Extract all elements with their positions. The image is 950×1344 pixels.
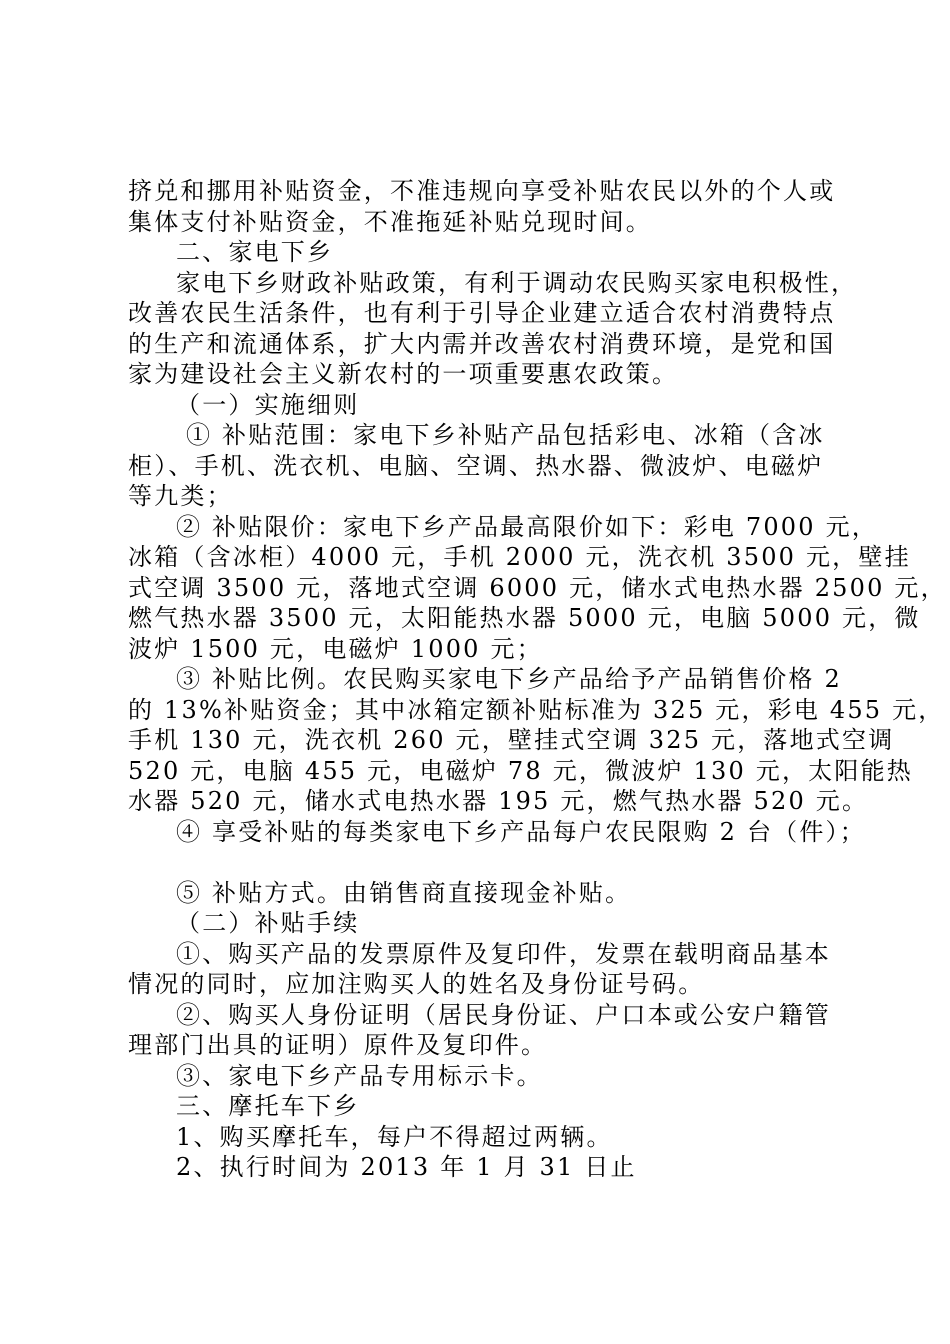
paragraph-line: 家电下乡财政补贴政策，有利于调动农民购买家电积极性，	[176, 268, 858, 297]
paragraph-line: 520 元，电脑 455 元，电磁炉 78 元，微波炉 130 元，太阳能热	[128, 756, 913, 785]
paragraph-line: ④ 享受补贴的每类家电下乡产品每户农民限购 2 台（件）；	[176, 817, 866, 846]
paragraph-line: 式空调 3500 元，落地式空调 6000 元，储水式电热水器 2500 元，	[128, 573, 947, 602]
paragraph-line: ③、家电下乡产品专用标示卡。	[176, 1061, 543, 1090]
paragraph-line: 理部门出具的证明）原件及复印件。	[128, 1031, 548, 1059]
paragraph-line: 情况的同时，应加注购买人的姓名及身份证号码。	[128, 970, 705, 998]
section-heading: 三、摩托车下乡	[176, 1092, 360, 1120]
paragraph-line: 1、购买摩托车，每户不得超过两辆。	[176, 1122, 613, 1151]
paragraph-line: 波炉 1500 元，电磁炉 1000 元；	[128, 634, 543, 663]
paragraph-line: 等九类；	[128, 482, 233, 510]
paragraph-line: ②、购买人身份证明（居民身份证、户口本或公安户籍管	[176, 1000, 831, 1029]
paragraph-line: 的 13%补贴资金；其中冰箱定额补贴标准为 325 元，彩电 455 元，	[128, 695, 945, 724]
subsection-heading: （一）实施细则	[176, 390, 360, 419]
paragraph-line: 改善农民生活条件，也有利于引导企业建立适合农村消费特点	[128, 299, 836, 327]
paragraph-line: 家为建设社会主义新农村的一项重要惠农政策。	[128, 360, 679, 388]
paragraph-line: 挤兑和挪用补贴资金，不准违规向享受补贴农民以外的个人或	[128, 177, 836, 205]
paragraph-line: 燃气热水器 3500 元，太阳能热水器 5000 元，电脑 5000 元，微	[128, 604, 921, 632]
blank-line	[128, 847, 833, 878]
paragraph-line: ③ 补贴比例。农民购买家电下乡产品给予产品销售价格 2	[176, 665, 842, 693]
paragraph-line: ①、购买产品的发票原件及复印件，发票在载明商品基本	[176, 939, 831, 968]
paragraph-line: 水器 520 元，储水式电热水器 195 元，燃气热水器 520 元。	[128, 787, 869, 815]
paragraph-line: ⑤ 补贴方式。由销售商直接现金补贴。	[176, 878, 632, 907]
subsection-heading: （二）补贴手续	[176, 909, 360, 937]
paragraph-line: 手机 130 元，洗衣机 260 元，壁挂式空调 325 元，落地式空调	[128, 726, 895, 754]
paragraph-line: ① 补贴范围：家电下乡补贴产品包括彩电、冰箱（含冰	[186, 421, 825, 449]
paragraph-line: 2、执行时间为 2013 年 1 月 31 日止	[176, 1153, 637, 1181]
paragraph-line: 柜）、手机、洗衣机、电脑、空调、热水器、微波炉、电磁炉	[128, 451, 824, 480]
document-body	[128, 176, 947, 1183]
paragraph-line: 集体支付补贴资金，不准拖延补贴兑现时间。	[128, 207, 652, 236]
paragraph-line: ② 补贴限价：家电下乡产品最高限价如下：彩电 7000 元，	[176, 512, 878, 541]
paragraph-line: 冰箱（含冰柜）4000 元，手机 2000 元，洗衣机 3500 元，壁挂	[128, 543, 911, 571]
paragraph-line: 的生产和流通体系，扩大内需并改善农村消费环境，是党和国	[128, 329, 836, 358]
section-heading: 二、家电下乡	[176, 238, 334, 266]
